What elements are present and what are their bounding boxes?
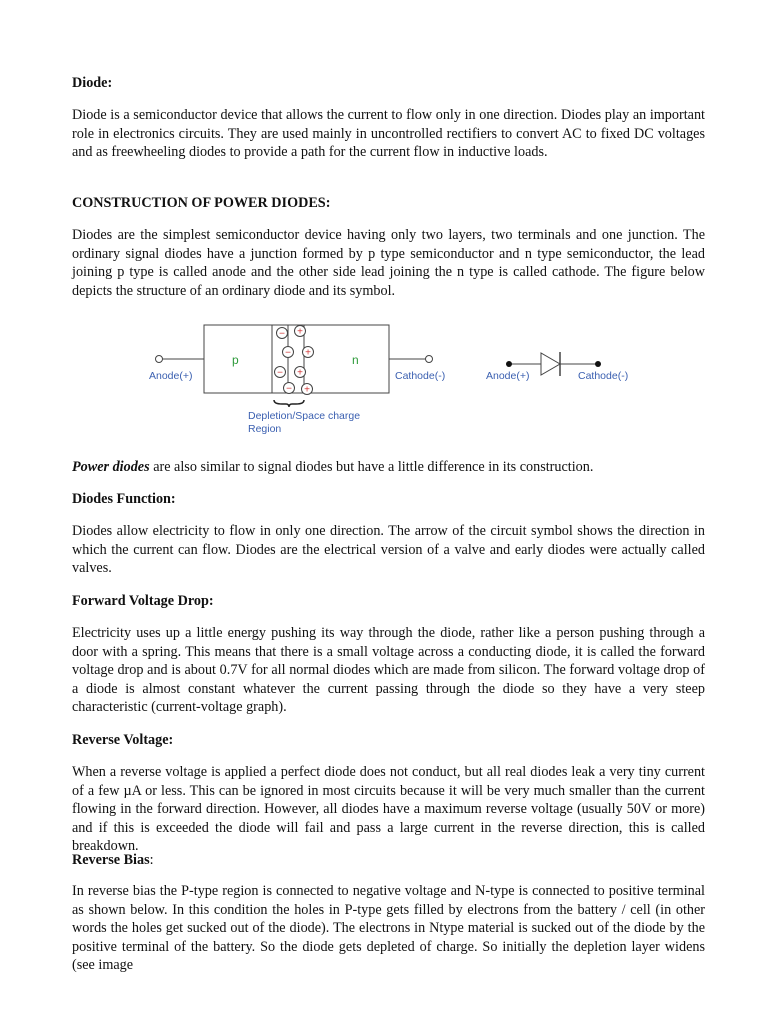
symbol-anode-dot	[506, 361, 512, 367]
symbol-anode-label: Anode(+)	[486, 370, 530, 382]
power-diodes-emphasis: Power diodes	[72, 459, 150, 475]
minus-sign-3: −	[277, 367, 283, 379]
function-paragraph: Diodes allow electricity to flow in only one direction. The arrow of the circuit symbol shows the direction in which the current can flow. Diodes are the electrical version of a valve and early diodes were actually called valves.	[72, 523, 705, 577]
symbol-cathode-dot	[595, 361, 601, 367]
diode-heading: Diode:	[72, 75, 113, 91]
diode-structure-figure	[140, 318, 640, 440]
bias-heading-line	[72, 851, 705, 870]
p-region-label: p	[232, 353, 239, 367]
forward-heading: Forward Voltage Drop:	[72, 593, 214, 609]
power-diodes-text: are also similar to signal diodes but have a little difference in its construction.	[149, 459, 594, 475]
diode-paragraph: Diode is a semiconductor device that allows the current to flow only in one direction. Diodes play an important role in electronics circuits. They are used mainly in uncontrolled rectifiers to convert AC to fixed DC voltages and as freewheeling diodes to provide a path for the current flow in inductive loads.	[72, 107, 705, 161]
bias-heading-colon: :	[149, 852, 154, 868]
plus-sign-2: +	[305, 347, 311, 359]
power-diodes-paragraph	[72, 458, 705, 477]
n-region-label: n	[352, 353, 359, 367]
minus-sign-4: −	[286, 383, 292, 395]
function-heading: Diodes Function:	[72, 491, 176, 507]
anode-terminal	[156, 356, 163, 363]
plus-sign-1: +	[297, 326, 303, 338]
anode-label: Anode(+)	[149, 370, 193, 382]
forward-paragraph: Electricity uses up a little energy pushing its way through the diode, rather like a person pushing through a door with a spring. This means that there is a small voltage across a conducting diode, it is called the forward voltage drop and is about 0.7V for all normal diodes which are made from silicon. The forward voltage drop of a diode is almost constant whatever the current passing through the diode so they have a very steep characteristic (current-voltage graph).	[72, 625, 705, 716]
minus-sign-2: −	[285, 347, 291, 359]
minus-sign-1: −	[279, 328, 285, 340]
reverse-paragraph: When a reverse voltage is applied a perfect diode does not conduct, but all real diodes leak a very tiny current of a few µA or less. This can be ignored in most circuits because it will be very much smaller than the current flowing in the forward direction. However, all diodes have a maximum reverse voltage (usually 50V or more) and if this is exceeded the diode will fail and pass a large current in the reverse direction, this is called breakdown.	[72, 764, 705, 855]
cathode-label: Cathode(-)	[395, 370, 446, 382]
cathode-terminal	[426, 356, 433, 363]
plus-sign-3: +	[297, 367, 303, 379]
reverse-heading: Reverse Voltage:	[72, 732, 174, 748]
construction-heading: CONSTRUCTION OF POWER DIODES:	[72, 195, 331, 211]
depletion-brace	[274, 400, 304, 407]
bias-paragraph: In reverse bias the P-type region is connected to negative voltage and N-type is connected to positive terminal as shown below. In this condition the holes in P-type gets filled by electrons from the battery / cell (in other words the holes get sucked out of the diode). The electrons in Ntype material is sucked out of the diode by the positive terminal of the battery. So the diode gets depleted of charge. So initially the depletion layer widens (see image	[72, 883, 705, 974]
diode-triangle	[541, 353, 560, 375]
symbol-cathode-label: Cathode(-)	[578, 370, 629, 382]
depletion-region-label-line2: Region	[248, 423, 282, 435]
construction-paragraph: Diodes are the simplest semiconductor device having only two layers, two terminals and one junction. The ordinary signal diodes have a junction formed by p type semiconductor and n type semiconductor, the lead joining p type is called anode and the other side lead joining the n type is called cathode. The figure below depicts the structure of an ordinary diode and its symbol.	[72, 227, 705, 299]
plus-sign-4: +	[304, 384, 310, 396]
depletion-region-label-line1: Depletion/Space charge	[248, 410, 361, 422]
bias-heading: Reverse Bias	[72, 852, 150, 868]
